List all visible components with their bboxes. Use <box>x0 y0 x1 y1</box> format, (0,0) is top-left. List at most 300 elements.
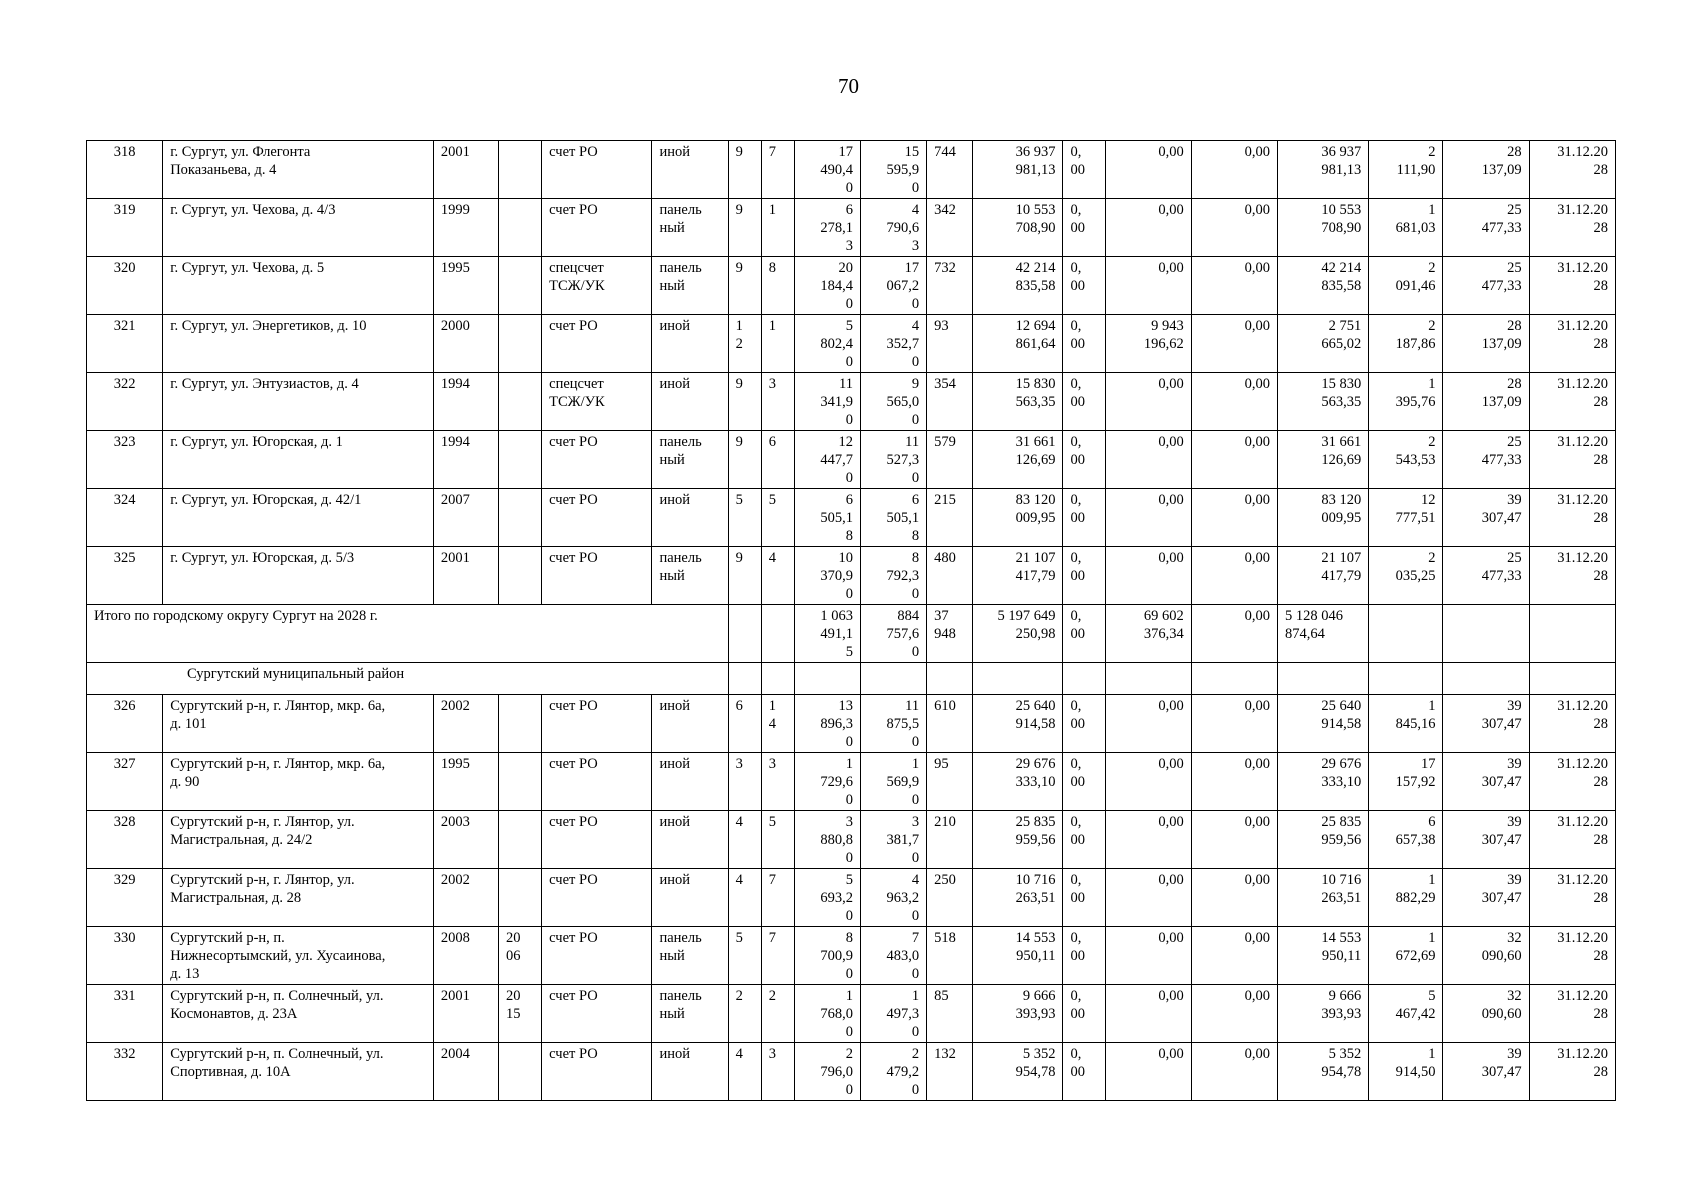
completion-date-cell: 31.12.20 28 <box>1529 695 1615 753</box>
residents-cell: 579 <box>927 431 973 489</box>
local-funds-cell: 0,00 <box>1191 489 1277 547</box>
fund-account-cell: счет РО <box>542 869 652 927</box>
residents-cell: 732 <box>927 257 973 315</box>
premises-area-cell: 15 595,9 0 <box>860 141 926 199</box>
fund-share-cell: 0, 00 <box>1063 199 1105 257</box>
budget-funds-cell: 0,00 <box>1105 257 1191 315</box>
owner-funds-cell: 14 553 950,11 <box>1278 927 1369 985</box>
local-funds-cell: 0,00 <box>1191 373 1277 431</box>
completion-date-cell: 31.12.20 28 <box>1529 811 1615 869</box>
row-number-cell: 320 <box>87 257 163 315</box>
total-area-cell: 17 490,4 0 <box>794 141 860 199</box>
cost-per-sqm-cell: 5 467,42 <box>1369 985 1443 1043</box>
year-built-cell: 1995 <box>433 753 498 811</box>
total-area-cell: 20 184,4 0 <box>794 257 860 315</box>
address-cell: г. Сургут, ул. Энергетиков, д. 10 <box>163 315 434 373</box>
fund-share-cell: 0, 00 <box>1063 547 1105 605</box>
table-row <box>87 199 1616 257</box>
total-cell-empty <box>728 605 761 663</box>
completion-date-cell: 31.12.20 28 <box>1529 373 1615 431</box>
repair-cost-cell: 29 676 333,10 <box>973 753 1063 811</box>
address-cell: Сургутский р-н, п. Солнечный, ул. Космонавтов, д. 23А <box>163 985 434 1043</box>
year-built-cell: 2001 <box>433 547 498 605</box>
total-area-cell: 10 370,9 0 <box>794 547 860 605</box>
row-number-cell: 321 <box>87 315 163 373</box>
total-label: Итого по городскому округу Сургут на 2028 г. <box>87 605 729 663</box>
total-row-surgut-city <box>87 605 1616 663</box>
cost-limit-cell: 39 307,47 <box>1443 753 1529 811</box>
table-row <box>87 1043 1616 1101</box>
cost-limit-cell: 39 307,47 <box>1443 695 1529 753</box>
cost-limit-cell: 25 477,33 <box>1443 431 1529 489</box>
floors-cell: 9 <box>728 431 761 489</box>
section-header-surgut-district <box>87 663 1616 695</box>
row-number-cell: 324 <box>87 489 163 547</box>
residents-cell: 342 <box>927 199 973 257</box>
entrances-cell: 7 <box>761 869 794 927</box>
cost-limit-cell: 25 477,33 <box>1443 199 1529 257</box>
repair-cost-cell: 15 830 563,35 <box>973 373 1063 431</box>
repair-cost-cell: 9 666 393,93 <box>973 985 1063 1043</box>
cost-per-sqm-cell: 1 395,76 <box>1369 373 1443 431</box>
premises-area-cell: 4 352,7 0 <box>860 315 926 373</box>
local-funds-cell: 0,00 <box>1191 547 1277 605</box>
entrances-cell: 7 <box>761 927 794 985</box>
budget-funds-cell: 0,00 <box>1105 695 1191 753</box>
residents-cell: 215 <box>927 489 973 547</box>
total-cell-empty <box>1369 605 1443 663</box>
fund-share-cell: 0, 00 <box>1063 489 1105 547</box>
wall-material-cell: иной <box>652 869 728 927</box>
owner-funds-cell: 2 751 665,02 <box>1278 315 1369 373</box>
local-funds-cell: 0,00 <box>1191 257 1277 315</box>
wall-material-cell: иной <box>652 753 728 811</box>
cost-per-sqm-cell: 1 681,03 <box>1369 199 1443 257</box>
entrances-cell: 7 <box>761 141 794 199</box>
table-row <box>87 869 1616 927</box>
cost-per-sqm-cell: 1 845,16 <box>1369 695 1443 753</box>
address-cell: г. Сургут, ул. Югорская, д. 1 <box>163 431 434 489</box>
year-built-cell: 2002 <box>433 869 498 927</box>
floors-cell: 4 <box>728 869 761 927</box>
address-cell: Сургутский р-н, г. Лянтор, мкр. 6а, д. 90 <box>163 753 434 811</box>
year-built-cell: 2002 <box>433 695 498 753</box>
fund-share-cell: 0, 00 <box>1063 1043 1105 1101</box>
fund-share-cell: 0, 00 <box>1063 927 1105 985</box>
floors-cell: 9 <box>728 199 761 257</box>
floors-cell: 6 <box>728 695 761 753</box>
completion-date-cell: 31.12.20 28 <box>1529 1043 1615 1101</box>
budget-funds-cell: 0,00 <box>1105 373 1191 431</box>
year-last-repair-cell <box>499 1043 542 1101</box>
budget-funds-cell: 9 943 196,62 <box>1105 315 1191 373</box>
repair-cost-cell: 10 553 708,90 <box>973 199 1063 257</box>
row-number-cell: 322 <box>87 373 163 431</box>
row-number-cell: 327 <box>87 753 163 811</box>
repair-cost-cell: 14 553 950,11 <box>973 927 1063 985</box>
premises-area-cell: 4 963,2 0 <box>860 869 926 927</box>
wall-material-cell: иной <box>652 489 728 547</box>
row-number-cell: 325 <box>87 547 163 605</box>
premises-area-cell: 3 381,7 0 <box>860 811 926 869</box>
table-row <box>87 753 1616 811</box>
completion-date-cell: 31.12.20 28 <box>1529 141 1615 199</box>
cost-per-sqm-cell: 17 157,92 <box>1369 753 1443 811</box>
completion-date-cell: 31.12.20 28 <box>1529 547 1615 605</box>
cost-limit-cell: 25 477,33 <box>1443 547 1529 605</box>
local-funds-cell: 0,00 <box>1191 927 1277 985</box>
section-title: Сургутский муниципальный район <box>87 663 729 695</box>
total-cell-empty <box>1529 605 1615 663</box>
budget-funds-cell: 0,00 <box>1105 985 1191 1043</box>
budget-funds-cell: 0,00 <box>1105 811 1191 869</box>
cost-per-sqm-cell: 6 657,38 <box>1369 811 1443 869</box>
residents-cell: 85 <box>927 985 973 1043</box>
fund-account-cell: счет РО <box>542 985 652 1043</box>
total-area-total: 1 063 491,1 5 <box>794 605 860 663</box>
premises-area-cell: 7 483,0 0 <box>860 927 926 985</box>
budget-funds-cell: 0,00 <box>1105 927 1191 985</box>
budget-funds-cell: 0,00 <box>1105 1043 1191 1101</box>
fund-share-cell: 0, 00 <box>1063 753 1105 811</box>
fund-share-cell: 0, 00 <box>1063 315 1105 373</box>
repair-cost-cell: 10 716 263,51 <box>973 869 1063 927</box>
fund-account-cell: счет РО <box>542 141 652 199</box>
year-last-repair-cell <box>499 431 542 489</box>
entrances-cell: 6 <box>761 431 794 489</box>
cost-per-sqm-cell: 2 091,46 <box>1369 257 1443 315</box>
cost-limit-cell: 28 137,09 <box>1443 315 1529 373</box>
cost-limit-cell: 28 137,09 <box>1443 141 1529 199</box>
year-built-cell: 2001 <box>433 141 498 199</box>
total-area-cell: 12 447,7 0 <box>794 431 860 489</box>
owner-funds-cell: 25 640 914,58 <box>1278 695 1369 753</box>
cost-per-sqm-cell: 1 672,69 <box>1369 927 1443 985</box>
floors-cell: 9 <box>728 257 761 315</box>
owner-funds-cell: 10 716 263,51 <box>1278 869 1369 927</box>
total-area-cell: 6 505,1 8 <box>794 489 860 547</box>
fund-account-cell: счет РО <box>542 315 652 373</box>
cost-per-sqm-cell: 2 111,90 <box>1369 141 1443 199</box>
completion-date-cell: 31.12.20 28 <box>1529 753 1615 811</box>
address-cell: г. Сургут, ул. Флегонта Показаньева, д. 4 <box>163 141 434 199</box>
premises-area-cell: 1 569,9 0 <box>860 753 926 811</box>
row-number-cell: 326 <box>87 695 163 753</box>
fund-account-cell: спецсчет ТСЖ/УК <box>542 373 652 431</box>
premises-area-cell: 1 497,3 0 <box>860 985 926 1043</box>
completion-date-cell: 31.12.20 28 <box>1529 431 1615 489</box>
repair-cost-cell: 36 937 981,13 <box>973 141 1063 199</box>
budget-funds-cell: 0,00 <box>1105 431 1191 489</box>
page-number: 70 <box>838 74 859 98</box>
year-last-repair-cell <box>499 489 542 547</box>
local-funds-cell: 0,00 <box>1191 811 1277 869</box>
wall-material-cell: панель ный <box>652 547 728 605</box>
table-row <box>87 695 1616 753</box>
residents-cell: 250 <box>927 869 973 927</box>
floors-cell: 3 <box>728 753 761 811</box>
year-last-repair-cell <box>499 199 542 257</box>
repair-cost-cell: 25 640 914,58 <box>973 695 1063 753</box>
table-row <box>87 431 1616 489</box>
year-last-repair-cell <box>499 547 542 605</box>
entrances-cell: 2 <box>761 985 794 1043</box>
year-built-cell: 2001 <box>433 985 498 1043</box>
floors-cell: 4 <box>728 1043 761 1101</box>
wall-material-cell: иной <box>652 141 728 199</box>
fund-account-cell: счет РО <box>542 199 652 257</box>
completion-date-cell: 31.12.20 28 <box>1529 927 1615 985</box>
budget-funds-cell: 0,00 <box>1105 489 1191 547</box>
premises-area-cell: 11 527,3 0 <box>860 431 926 489</box>
total-local-funds: 0,00 <box>1191 605 1277 663</box>
cost-per-sqm-cell: 1 882,29 <box>1369 869 1443 927</box>
year-last-repair-cell <box>499 373 542 431</box>
repair-cost-cell: 31 661 126,69 <box>973 431 1063 489</box>
cost-limit-cell: 32 090,60 <box>1443 985 1529 1043</box>
year-last-repair-cell <box>499 257 542 315</box>
owner-funds-cell: 31 661 126,69 <box>1278 431 1369 489</box>
owner-funds-cell: 5 352 954,78 <box>1278 1043 1369 1101</box>
budget-funds-cell: 0,00 <box>1105 547 1191 605</box>
total-area-cell: 6 278,1 3 <box>794 199 860 257</box>
budget-funds-cell: 0,00 <box>1105 141 1191 199</box>
address-cell: г. Сургут, ул. Югорская, д. 5/3 <box>163 547 434 605</box>
residents-cell: 210 <box>927 811 973 869</box>
year-built-cell: 2007 <box>433 489 498 547</box>
repair-cost-cell: 25 835 959,56 <box>973 811 1063 869</box>
repair-cost-cell: 83 120 009,95 <box>973 489 1063 547</box>
table-row <box>87 373 1616 431</box>
total-area-cell: 1 729,6 0 <box>794 753 860 811</box>
entrances-cell: 1 <box>761 199 794 257</box>
fund-share-cell: 0, 00 <box>1063 869 1105 927</box>
total-residents: 37 948 <box>927 605 973 663</box>
fund-account-cell: счет РО <box>542 695 652 753</box>
cost-limit-cell: 39 307,47 <box>1443 489 1529 547</box>
floors-cell: 5 <box>728 927 761 985</box>
entrances-cell: 8 <box>761 257 794 315</box>
floors-cell: 1 2 <box>728 315 761 373</box>
residents-cell: 132 <box>927 1043 973 1101</box>
address-cell: Сургутский р-н, г. Лянтор, мкр. 6а, д. 101 <box>163 695 434 753</box>
total-cost: 5 197 649 250,98 <box>973 605 1063 663</box>
wall-material-cell: панель ный <box>652 257 728 315</box>
wall-material-cell: панель ный <box>652 199 728 257</box>
total-fund-share: 0, 00 <box>1063 605 1105 663</box>
repair-cost-cell: 21 107 417,79 <box>973 547 1063 605</box>
cost-limit-cell: 39 307,47 <box>1443 811 1529 869</box>
cost-per-sqm-cell: 12 777,51 <box>1369 489 1443 547</box>
table-row <box>87 141 1616 199</box>
local-funds-cell: 0,00 <box>1191 315 1277 373</box>
total-area-cell: 5 693,2 0 <box>794 869 860 927</box>
fund-share-cell: 0, 00 <box>1063 257 1105 315</box>
year-built-cell: 1999 <box>433 199 498 257</box>
local-funds-cell: 0,00 <box>1191 431 1277 489</box>
owner-funds-cell: 36 937 981,13 <box>1278 141 1369 199</box>
year-built-cell: 1995 <box>433 257 498 315</box>
fund-account-cell: счет РО <box>542 489 652 547</box>
fund-share-cell: 0, 00 <box>1063 141 1105 199</box>
year-built-cell: 1994 <box>433 373 498 431</box>
premises-area-cell: 8 792,3 0 <box>860 547 926 605</box>
completion-date-cell: 31.12.20 28 <box>1529 869 1615 927</box>
fund-account-cell: счет РО <box>542 811 652 869</box>
wall-material-cell: панель ный <box>652 985 728 1043</box>
completion-date-cell: 31.12.20 28 <box>1529 199 1615 257</box>
cost-limit-cell: 39 307,47 <box>1443 1043 1529 1101</box>
table-row <box>87 985 1616 1043</box>
budget-funds-cell: 0,00 <box>1105 869 1191 927</box>
total-area-cell: 2 796,0 0 <box>794 1043 860 1101</box>
row-number-cell: 329 <box>87 869 163 927</box>
address-cell: Сургутский р-н, г. Лянтор, ул. Магистральная, д. 24/2 <box>163 811 434 869</box>
entrances-cell: 1 4 <box>761 695 794 753</box>
floors-cell: 5 <box>728 489 761 547</box>
premises-area-cell: 6 505,1 8 <box>860 489 926 547</box>
floors-cell: 9 <box>728 141 761 199</box>
local-funds-cell: 0,00 <box>1191 695 1277 753</box>
entrances-cell: 5 <box>761 811 794 869</box>
table-row <box>87 257 1616 315</box>
residents-cell: 480 <box>927 547 973 605</box>
row-number-cell: 319 <box>87 199 163 257</box>
repair-cost-cell: 12 694 861,64 <box>973 315 1063 373</box>
residents-cell: 93 <box>927 315 973 373</box>
total-cell-empty <box>761 605 794 663</box>
table-row <box>87 927 1616 985</box>
address-cell: Сургутский р-н, г. Лянтор, ул. Магистральная, д. 28 <box>163 869 434 927</box>
local-funds-cell: 0,00 <box>1191 753 1277 811</box>
premises-area-cell: 2 479,2 0 <box>860 1043 926 1101</box>
cost-limit-cell: 25 477,33 <box>1443 257 1529 315</box>
fund-share-cell: 0, 00 <box>1063 985 1105 1043</box>
wall-material-cell: иной <box>652 1043 728 1101</box>
table-row <box>87 547 1616 605</box>
row-number-cell: 328 <box>87 811 163 869</box>
total-area-premises: 884 757,6 0 <box>860 605 926 663</box>
year-built-cell: 2004 <box>433 1043 498 1101</box>
year-last-repair-cell <box>499 811 542 869</box>
table-row <box>87 315 1616 373</box>
cost-limit-cell: 32 090,60 <box>1443 927 1529 985</box>
cost-limit-cell: 39 307,47 <box>1443 869 1529 927</box>
year-built-cell: 1994 <box>433 431 498 489</box>
fund-share-cell: 0, 00 <box>1063 811 1105 869</box>
residents-cell: 95 <box>927 753 973 811</box>
year-last-repair-cell <box>499 753 542 811</box>
completion-date-cell: 31.12.20 28 <box>1529 257 1615 315</box>
year-last-repair-cell <box>499 695 542 753</box>
floors-cell: 2 <box>728 985 761 1043</box>
residents-cell: 354 <box>927 373 973 431</box>
repair-cost-cell: 42 214 835,58 <box>973 257 1063 315</box>
year-last-repair-cell <box>499 315 542 373</box>
year-last-repair-cell: 20 06 <box>499 927 542 985</box>
entrances-cell: 3 <box>761 373 794 431</box>
year-last-repair-cell: 20 15 <box>499 985 542 1043</box>
residents-cell: 610 <box>927 695 973 753</box>
cost-limit-cell: 28 137,09 <box>1443 373 1529 431</box>
address-cell: г. Сургут, ул. Чехова, д. 5 <box>163 257 434 315</box>
address-cell: г. Сургут, ул. Чехова, д. 4/3 <box>163 199 434 257</box>
owner-funds-cell: 21 107 417,79 <box>1278 547 1369 605</box>
table-row <box>87 811 1616 869</box>
budget-funds-cell: 0,00 <box>1105 199 1191 257</box>
address-cell: г. Сургут, ул. Энтузиастов, д. 4 <box>163 373 434 431</box>
fund-share-cell: 0, 00 <box>1063 373 1105 431</box>
year-last-repair-cell <box>499 141 542 199</box>
local-funds-cell: 0,00 <box>1191 1043 1277 1101</box>
owner-funds-cell: 29 676 333,10 <box>1278 753 1369 811</box>
fund-account-cell: счет РО <box>542 1043 652 1101</box>
wall-material-cell: панель ный <box>652 927 728 985</box>
row-number-cell: 332 <box>87 1043 163 1101</box>
owner-funds-cell: 15 830 563,35 <box>1278 373 1369 431</box>
wall-material-cell: иной <box>652 811 728 869</box>
fund-account-cell: счет РО <box>542 927 652 985</box>
owner-funds-cell: 25 835 959,56 <box>1278 811 1369 869</box>
row-number-cell: 331 <box>87 985 163 1043</box>
floors-cell: 9 <box>728 547 761 605</box>
total-area-cell: 5 802,4 0 <box>794 315 860 373</box>
local-funds-cell: 0,00 <box>1191 199 1277 257</box>
total-area-cell: 13 896,3 0 <box>794 695 860 753</box>
wall-material-cell: панель ный <box>652 431 728 489</box>
entrances-cell: 5 <box>761 489 794 547</box>
total-owner-funds: 5 128 046 874,64 <box>1278 605 1369 663</box>
entrances-cell: 3 <box>761 1043 794 1101</box>
row-number-cell: 330 <box>87 927 163 985</box>
owner-funds-cell: 83 120 009,95 <box>1278 489 1369 547</box>
residents-cell: 744 <box>927 141 973 199</box>
total-area-cell: 8 700,9 0 <box>794 927 860 985</box>
premises-area-cell: 11 875,5 0 <box>860 695 926 753</box>
address-cell: Сургутский р-н, п. Солнечный, ул. Спортивная, д. 10А <box>163 1043 434 1101</box>
row-number-cell: 323 <box>87 431 163 489</box>
year-last-repair-cell <box>499 869 542 927</box>
row-number-cell: 318 <box>87 141 163 199</box>
fund-account-cell: счет РО <box>542 753 652 811</box>
floors-cell: 4 <box>728 811 761 869</box>
premises-area-cell: 4 790,6 3 <box>860 199 926 257</box>
fund-share-cell: 0, 00 <box>1063 431 1105 489</box>
total-area-cell: 1 768,0 0 <box>794 985 860 1043</box>
local-funds-cell: 0,00 <box>1191 869 1277 927</box>
total-area-cell: 3 880,8 0 <box>794 811 860 869</box>
owner-funds-cell: 10 553 708,90 <box>1278 199 1369 257</box>
owner-funds-cell: 42 214 835,58 <box>1278 257 1369 315</box>
budget-funds-cell: 0,00 <box>1105 753 1191 811</box>
entrances-cell: 1 <box>761 315 794 373</box>
premises-area-cell: 17 067,2 0 <box>860 257 926 315</box>
year-built-cell: 2003 <box>433 811 498 869</box>
completion-date-cell: 31.12.20 28 <box>1529 315 1615 373</box>
fund-account-cell: спецсчет ТСЖ/УК <box>542 257 652 315</box>
total-budget-funds: 69 602 376,34 <box>1105 605 1191 663</box>
entrances-cell: 3 <box>761 753 794 811</box>
completion-date-cell: 31.12.20 28 <box>1529 489 1615 547</box>
cost-per-sqm-cell: 2 035,25 <box>1369 547 1443 605</box>
completion-date-cell: 31.12.20 28 <box>1529 985 1615 1043</box>
year-built-cell: 2008 <box>433 927 498 985</box>
cost-per-sqm-cell: 1 914,50 <box>1369 1043 1443 1101</box>
total-cell-empty <box>1443 605 1529 663</box>
floors-cell: 9 <box>728 373 761 431</box>
owner-funds-cell: 9 666 393,93 <box>1278 985 1369 1043</box>
wall-material-cell: иной <box>652 695 728 753</box>
